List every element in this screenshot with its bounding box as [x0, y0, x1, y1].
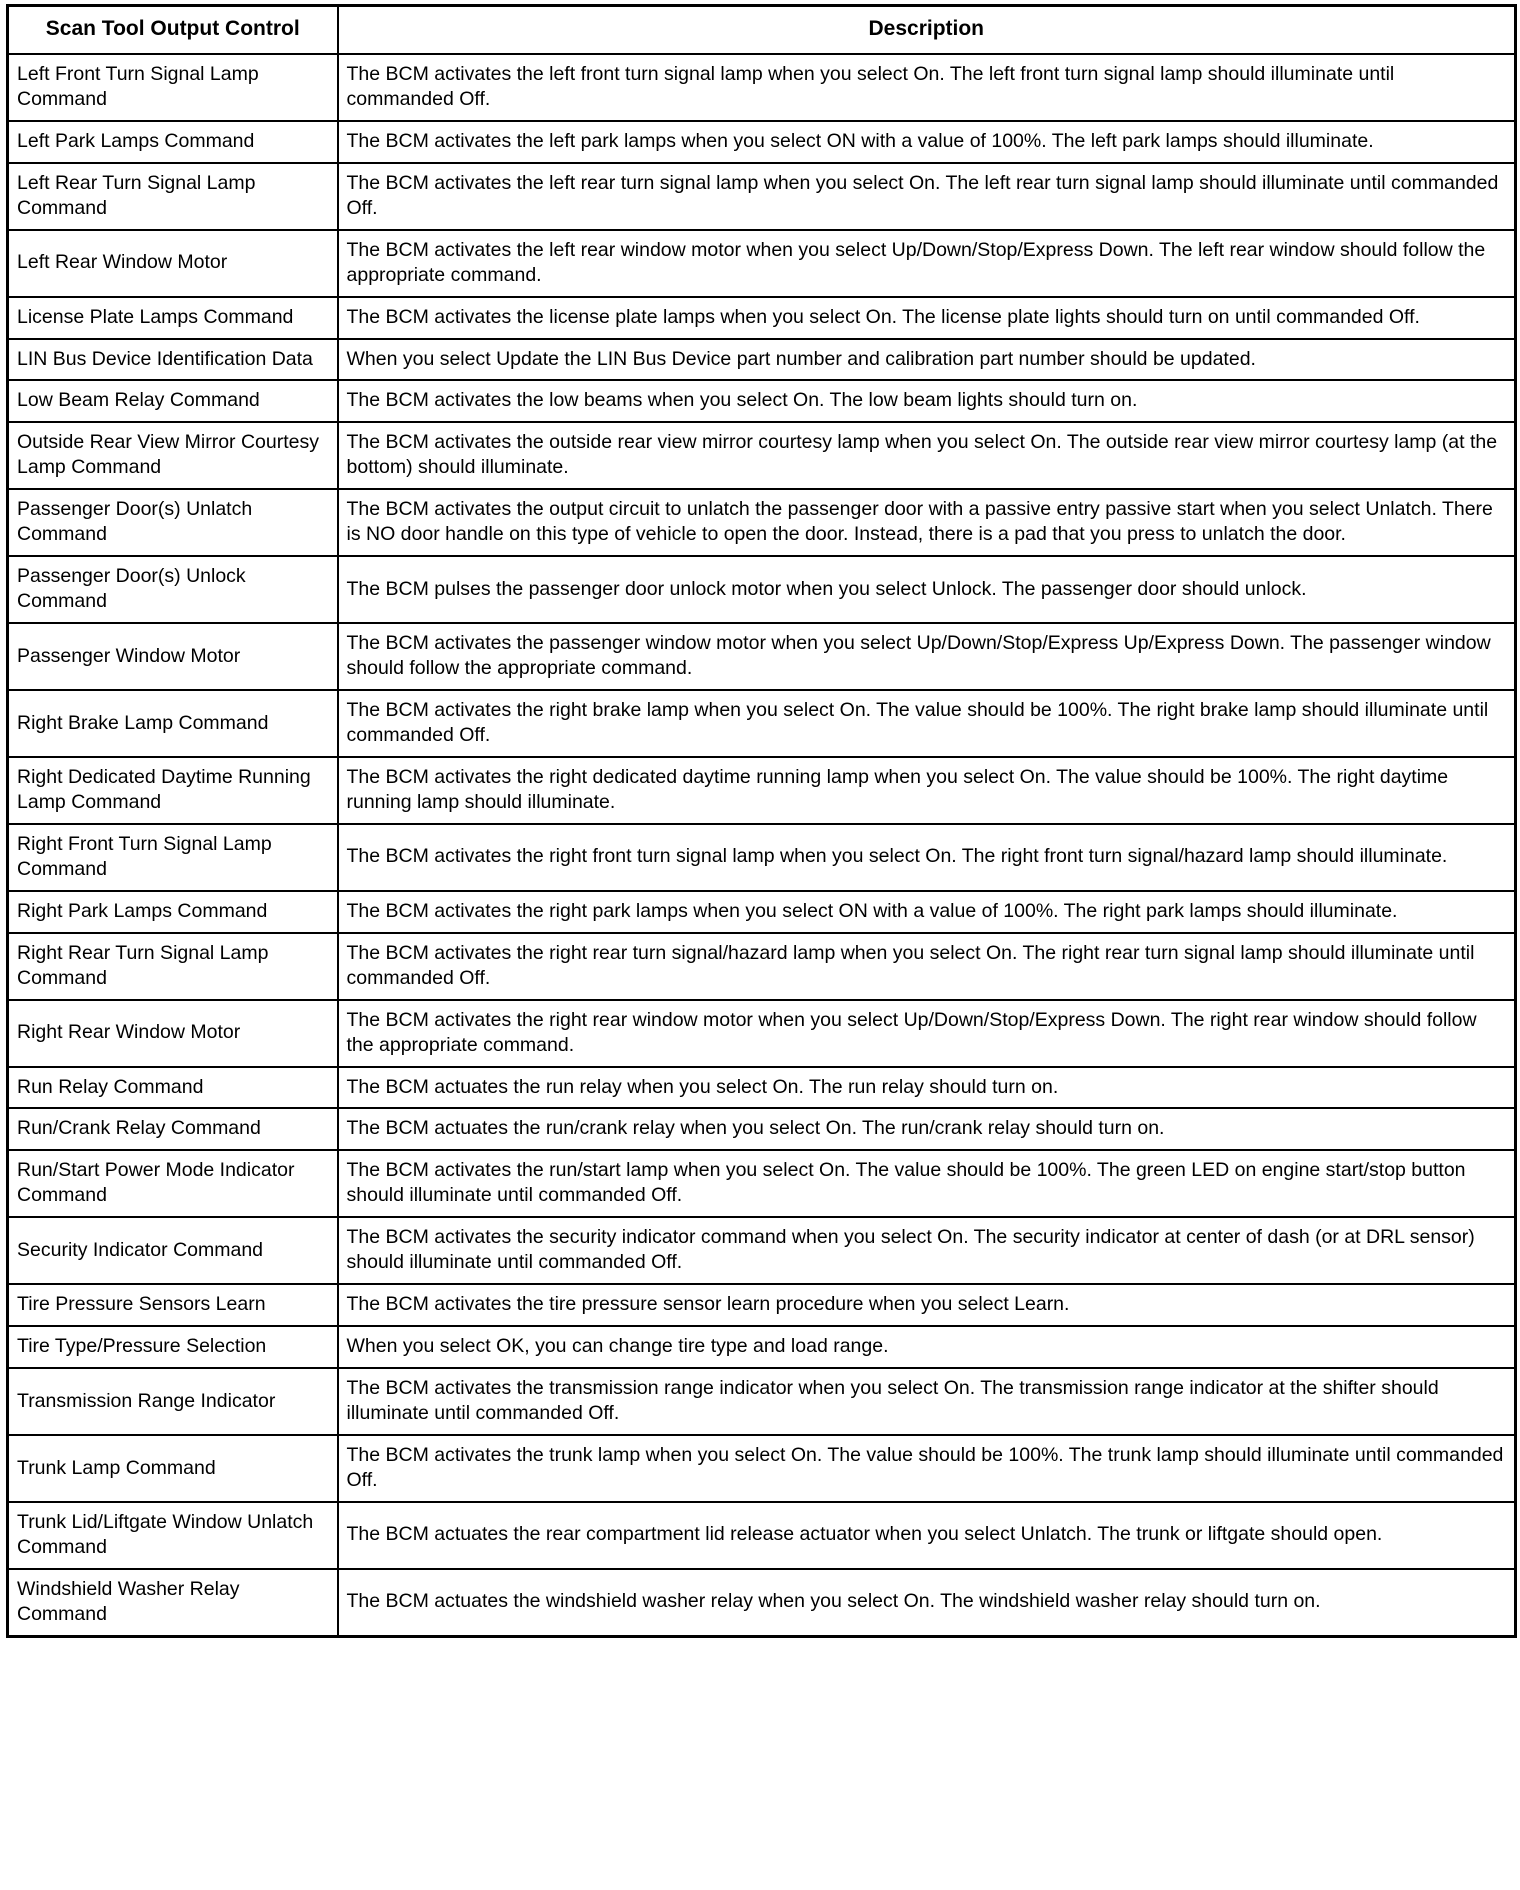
cell-scan-tool-output-control: Tire Pressure Sensors Learn	[8, 1284, 338, 1326]
cell-description: The BCM activates the low beams when you select On. The low beam lights should turn on.	[338, 380, 1516, 422]
table-row	[8, 230, 1516, 297]
cell-scan-tool-output-control: Passenger Door(s) Unlatch Command	[8, 489, 338, 556]
table-row	[8, 933, 1516, 1000]
cell-description: The BCM activates the right rear window motor when you select Up/Down/Stop/Express Down. The right rear window should follow the appropriate command.	[338, 1000, 1516, 1067]
table-row	[8, 757, 1516, 824]
table-row	[8, 690, 1516, 757]
cell-description: The BCM activates the output circuit to unlatch the passenger door with a passive entry passive start when you select Unlatch. There is NO door handle on this type of vehicle to open the door. Instead, there is a pad that you press to unlatch the door.	[338, 489, 1516, 556]
cell-description: The BCM activates the passenger window motor when you select Up/Down/Stop/Express Up/Express Down. The passenger window should follow the appropriate command.	[338, 623, 1516, 690]
cell-scan-tool-output-control: Right Brake Lamp Command	[8, 690, 338, 757]
table-row	[8, 1000, 1516, 1067]
cell-scan-tool-output-control: Left Park Lamps Command	[8, 121, 338, 163]
table-row	[8, 1569, 1516, 1636]
cell-scan-tool-output-control: Trunk Lamp Command	[8, 1435, 338, 1502]
column-header-control: Scan Tool Output Control	[8, 6, 338, 54]
cell-scan-tool-output-control: Right Rear Turn Signal Lamp Command	[8, 933, 338, 1000]
cell-scan-tool-output-control: Transmission Range Indicator	[8, 1368, 338, 1435]
column-header-description: Description	[338, 6, 1516, 54]
table-row	[8, 1067, 1516, 1109]
cell-description: The BCM activates the tire pressure sensor learn procedure when you select Learn.	[338, 1284, 1516, 1326]
cell-description: The BCM activates the right park lamps when you select ON with a value of 100%. The right park lamps should illuminate.	[338, 891, 1516, 933]
table-row	[8, 1108, 1516, 1150]
cell-description: The BCM activates the left rear window motor when you select Up/Down/Stop/Express Down. The left rear window should follow the appropriate command.	[338, 230, 1516, 297]
table-row	[8, 623, 1516, 690]
table-row	[8, 489, 1516, 556]
cell-scan-tool-output-control: Passenger Door(s) Unlock Command	[8, 556, 338, 623]
cell-scan-tool-output-control: Run/Crank Relay Command	[8, 1108, 338, 1150]
cell-description: The BCM activates the right rear turn signal/hazard lamp when you select On. The right rear turn signal lamp should illuminate until commanded Off.	[338, 933, 1516, 1000]
cell-scan-tool-output-control: Right Dedicated Daytime Running Lamp Command	[8, 757, 338, 824]
cell-description: The BCM activates the right dedicated daytime running lamp when you select On. The value should be 100%. The right daytime running lamp should illuminate.	[338, 757, 1516, 824]
cell-scan-tool-output-control: Low Beam Relay Command	[8, 380, 338, 422]
cell-scan-tool-output-control: Tire Type/Pressure Selection	[8, 1326, 338, 1368]
cell-description: The BCM actuates the run/crank relay when you select On. The run/crank relay should turn on.	[338, 1108, 1516, 1150]
table-row	[8, 1150, 1516, 1217]
cell-scan-tool-output-control: Outside Rear View Mirror Courtesy Lamp Command	[8, 422, 338, 489]
table-row	[8, 1435, 1516, 1502]
table-row	[8, 556, 1516, 623]
table-header	[8, 6, 1516, 54]
table-row	[8, 1217, 1516, 1284]
cell-scan-tool-output-control: Right Park Lamps Command	[8, 891, 338, 933]
cell-description: The BCM activates the left front turn signal lamp when you select On. The left front turn signal lamp should illuminate until commanded Off.	[338, 54, 1516, 121]
table-row	[8, 824, 1516, 891]
cell-scan-tool-output-control: Right Rear Window Motor	[8, 1000, 338, 1067]
table-row	[8, 380, 1516, 422]
cell-scan-tool-output-control: Security Indicator Command	[8, 1217, 338, 1284]
cell-scan-tool-output-control: Windshield Washer Relay Command	[8, 1569, 338, 1636]
cell-scan-tool-output-control: LIN Bus Device Identification Data	[8, 339, 338, 381]
scan-tool-output-control-table	[6, 4, 1517, 1638]
cell-description: The BCM activates the license plate lamps when you select On. The license plate lights should turn on until commanded Off.	[338, 297, 1516, 339]
cell-description: The BCM actuates the rear compartment lid release actuator when you select Unlatch. The trunk or liftgate should open.	[338, 1502, 1516, 1569]
cell-scan-tool-output-control: Right Front Turn Signal Lamp Command	[8, 824, 338, 891]
table-row	[8, 339, 1516, 381]
cell-scan-tool-output-control: Left Rear Turn Signal Lamp Command	[8, 163, 338, 230]
cell-description: The BCM activates the outside rear view mirror courtesy lamp when you select On. The outside rear view mirror courtesy lamp (at the bottom) should illuminate.	[338, 422, 1516, 489]
cell-scan-tool-output-control: License Plate Lamps Command	[8, 297, 338, 339]
cell-description: The BCM activates the left park lamps when you select ON with a value of 100%. The left park lamps should illuminate.	[338, 121, 1516, 163]
cell-description: The BCM activates the right front turn signal lamp when you select On. The right front turn signal/hazard lamp should illuminate.	[338, 824, 1516, 891]
cell-description: The BCM activates the security indicator command when you select On. The security indicator at center of dash (or at DRL sensor) should illuminate until commanded Off.	[338, 1217, 1516, 1284]
cell-description: The BCM activates the run/start lamp when you select On. The value should be 100%. The green LED on engine start/stop button should illuminate until commanded Off.	[338, 1150, 1516, 1217]
table-body	[8, 54, 1516, 1636]
cell-scan-tool-output-control: Run Relay Command	[8, 1067, 338, 1109]
table-row	[8, 891, 1516, 933]
cell-description: The BCM activates the transmission range indicator when you select On. The transmission range indicator at the shifter should illuminate until commanded Off.	[338, 1368, 1516, 1435]
table-row	[8, 163, 1516, 230]
cell-description: When you select OK, you can change tire type and load range.	[338, 1326, 1516, 1368]
cell-scan-tool-output-control: Trunk Lid/Liftgate Window Unlatch Command	[8, 1502, 338, 1569]
cell-description: The BCM activates the left rear turn signal lamp when you select On. The left rear turn signal lamp should illuminate until commanded Off.	[338, 163, 1516, 230]
cell-scan-tool-output-control: Passenger Window Motor	[8, 623, 338, 690]
cell-scan-tool-output-control: Run/Start Power Mode Indicator Command	[8, 1150, 338, 1217]
table-row	[8, 54, 1516, 121]
table-row	[8, 1502, 1516, 1569]
cell-description: The BCM actuates the run relay when you select On. The run relay should turn on.	[338, 1067, 1516, 1109]
cell-scan-tool-output-control: Left Rear Window Motor	[8, 230, 338, 297]
cell-description: The BCM actuates the windshield washer relay when you select On. The windshield washer relay should turn on.	[338, 1569, 1516, 1636]
table-row	[8, 121, 1516, 163]
cell-scan-tool-output-control: Left Front Turn Signal Lamp Command	[8, 54, 338, 121]
table-row	[8, 297, 1516, 339]
cell-description: The BCM pulses the passenger door unlock motor when you select Unlock. The passenger door should unlock.	[338, 556, 1516, 623]
cell-description: The BCM activates the trunk lamp when you select On. The value should be 100%. The trunk lamp should illuminate until commanded Off.	[338, 1435, 1516, 1502]
table-header-row	[8, 6, 1516, 54]
table-row	[8, 1326, 1516, 1368]
table-row	[8, 422, 1516, 489]
table-row	[8, 1284, 1516, 1326]
cell-description: The BCM activates the right brake lamp when you select On. The value should be 100%. The right brake lamp should illuminate until commanded Off.	[338, 690, 1516, 757]
table-row	[8, 1368, 1516, 1435]
cell-description: When you select Update the LIN Bus Device part number and calibration part number should be updated.	[338, 339, 1516, 381]
